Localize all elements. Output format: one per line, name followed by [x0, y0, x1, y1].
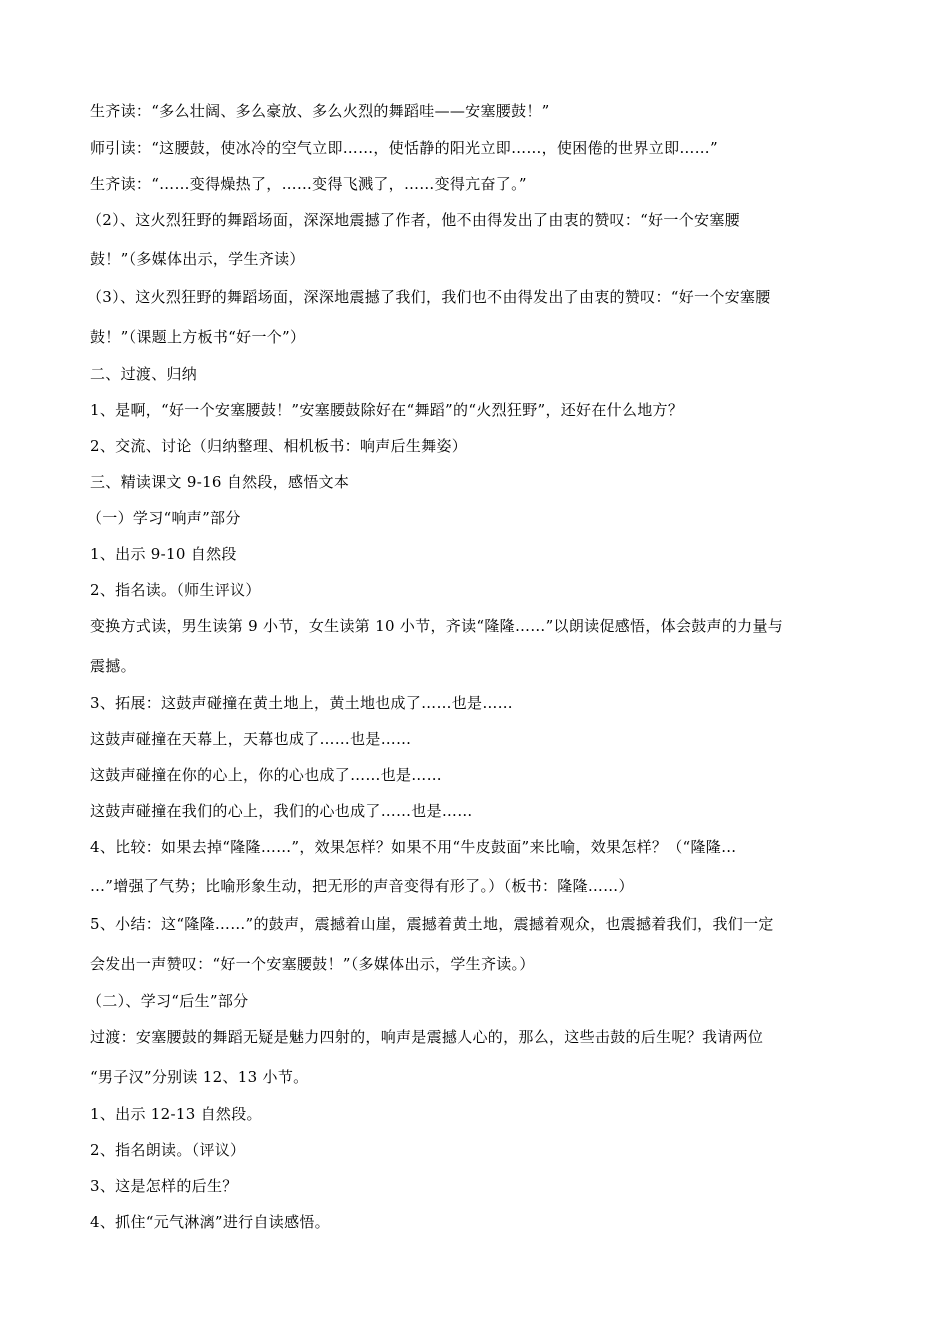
text-line: …”增强了气势；比喻形象生动，把无形的声音变得有形了。）（板书：隆隆……）: [90, 877, 634, 895]
text-line: 这鼓声碰撞在天幕上，天幕也成了……也是……: [90, 730, 412, 748]
text-line: 2、交流、讨论（归纳整理、相机板书：响声后生舞姿）: [90, 437, 468, 455]
text-line: 过渡：安塞腰鼓的舞蹈无疑是魅力四射的，响声是震撼人心的，那么，这些击鼓的后生呢？我请两位: [90, 1028, 764, 1046]
text-line: 1、出示 12-13 自然段。: [90, 1105, 262, 1123]
subsection-heading: （二）、学习“后生”部分: [87, 992, 249, 1010]
text-line: 生齐读：“……变得燥热了，……变得飞溅了，……变得亢奋了。”: [90, 175, 527, 193]
text-line: 2、指名朗读。（评议）: [90, 1141, 246, 1159]
text-line: 变换方式读，男生读第 9 小节，女生读第 10 小节，齐读“隆隆……”以朗读促感悟，体会鼓声的力量与: [90, 617, 784, 635]
text-line: 这鼓声碰撞在你的心上，你的心也成了……也是……: [90, 766, 442, 784]
text-line: 4、比较：如果去掉“隆隆……”，效果怎样？如果不用“牛皮鼓面”来比喻，效果怎样？（“隆隆…: [90, 838, 737, 856]
text-line: 这鼓声碰撞在我们的心上，我们的心也成了……也是……: [90, 802, 473, 820]
text-line: 3、拓展：这鼓声碰撞在黄土地上，黄土地也成了……也是……: [90, 694, 513, 712]
text-line: 2、指名读。（师生评议）: [90, 581, 261, 599]
text-line: 震撼。: [90, 657, 136, 675]
subsection-heading: （一）学习“响声”部分: [87, 509, 241, 527]
text-line: （3）、这火烈狂野的舞蹈场面，深深地震撼了我们，我们也不由得发出了由衷的赞叹：“好一个安塞腰: [87, 288, 771, 306]
text-line: 会发出一声赞叹：“好一个安塞腰鼓！”（多媒体出示，学生齐读。）: [90, 955, 535, 973]
text-line: 4、抓住“元气淋漓”进行自读感悟。: [90, 1213, 330, 1231]
section-heading: 二、过渡、归纳: [90, 365, 198, 383]
text-line: 鼓！”（多媒体出示，学生齐读）: [90, 250, 305, 268]
text-line: “男子汉”分别读 12、13 小节。: [90, 1068, 309, 1086]
text-line: （2）、这火烈狂野的舞蹈场面，深深地震撼了作者，他不由得发出了由衷的赞叹：“好一个安塞腰: [87, 211, 740, 229]
text-line: 3、这是怎样的后生？: [90, 1177, 238, 1195]
text-line: 1、是啊，“好一个安塞腰鼓！”安塞腰鼓除好在“舞蹈”的“火烈狂野”，还好在什么地方？: [90, 401, 684, 419]
text-line: 生齐读：“多么壮阔、多么豪放、多么火烈的舞蹈哇——安塞腰鼓！”: [90, 102, 550, 120]
text-line: 师引读：“这腰鼓，使冰冷的空气立即……，使恬静的阳光立即……，使困倦的世界立即……”: [90, 139, 718, 157]
text-line: 5、小结：这“隆隆……”的鼓声，震撼着山崖，震撼着黄土地，震撼着观众，也震撼着我们，我们一定: [90, 915, 774, 933]
text-line: 1、出示 9-10 自然段: [90, 545, 237, 563]
section-heading: 三、精读课文 9-16 自然段，感悟文本: [90, 473, 350, 491]
text-line: 鼓！”（课题上方板书“好一个”）: [90, 328, 306, 346]
